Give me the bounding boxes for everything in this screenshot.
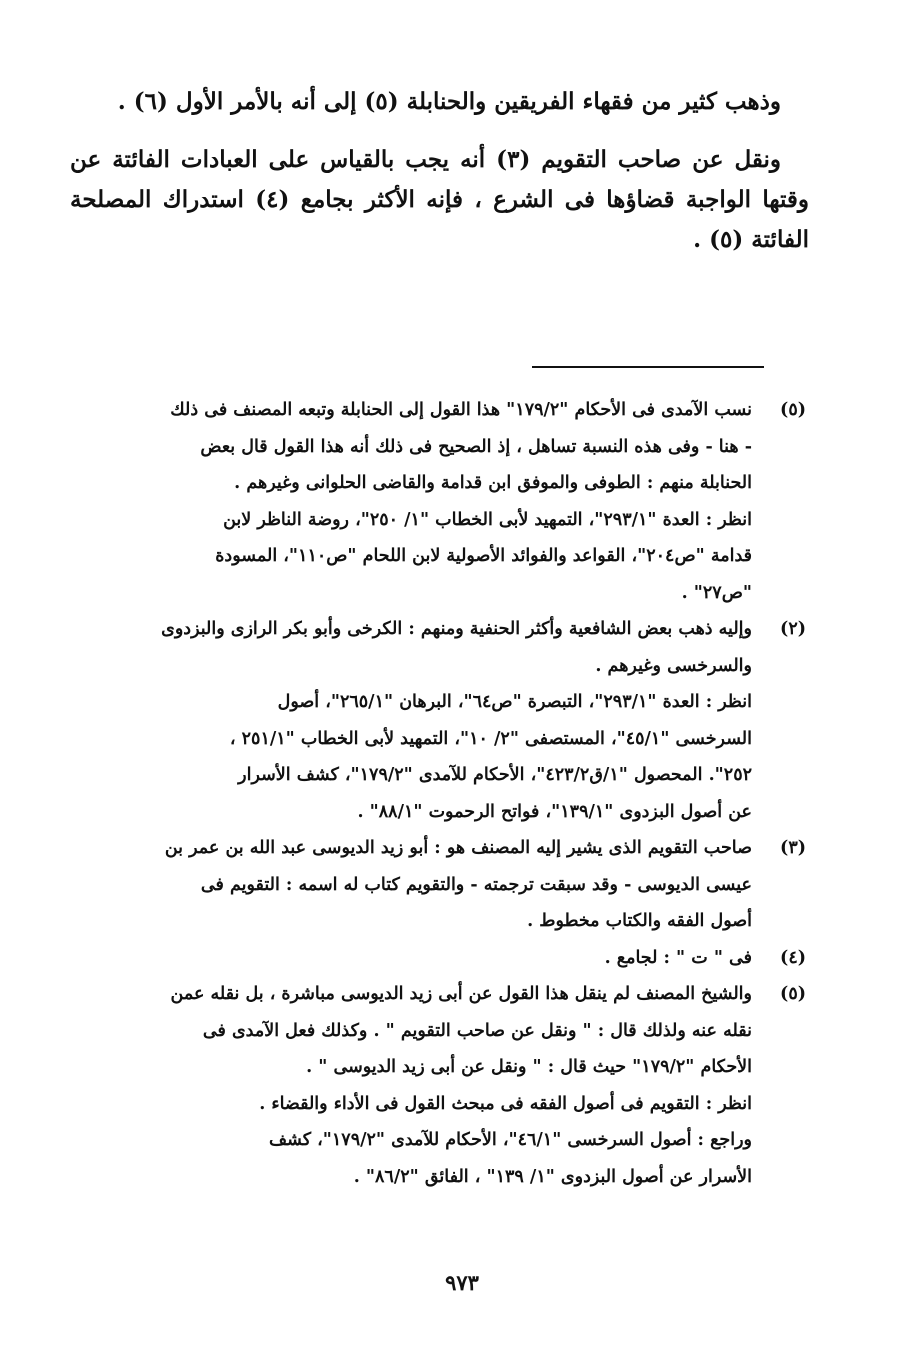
footnote-line: وإليه ذهب بعض الشافعية وأكثر الحنفية ومنهم : الكرخى وأبو بكر الرازى والبزدوى (161, 619, 752, 639)
page-number: ٩٧٣ (445, 1270, 479, 1295)
footnote-4 (70, 940, 806, 977)
main-text (70, 82, 809, 260)
body-paragraph-2: ونقل عن صاحب التقويم (٣) أنه يجب بالقياس على العبادات الفائتة عن وقتها الواجبة قضاؤها فى الشرع ، فإنه الأكثر بجامع (٤) استدراك المصلحة الفائتة (٥) . (70, 146, 809, 253)
footnote-line: وراجع : أصول السرخسى "٤٦/١"، الأحكام للآمدى "١٧٩/٢"، كشف (268, 1130, 752, 1150)
footnote-line: الأحكام "١٧٩/٢" حيث قال : " ونقل عن أبى زيد الديوسى " . (306, 1057, 752, 1077)
footnote-line: نسب الآمدى فى الأحكام "١٧٩/٢" هذا القول إلى الحنابلة وتبعه المصنف فى ذلك (170, 400, 752, 420)
footnote-line: الأسرار عن أصول البزدوى "١/ ١٣٩" ، الفائق "٨٦/٢" . (353, 1166, 752, 1187)
footnote-line: ٢٥٢". المحصول "١/ق٤٢٣/٢"، الأحكام للآمدى "١٧٩/٢"، كشف الأسرار (238, 765, 752, 785)
footnote-line: انظر : العدة "٢٩٣/١"، التبصرة "ص٦٤"، البرهان "٢٦٥/١"، أصول (277, 692, 752, 712)
body-paragraph-1: وذهب كثير من فقهاء الفريقين والحنابلة (٥) إلى أنه بالأمر الأول (٦) . (117, 88, 781, 115)
footnote-line: فى " ت " : لجامع . (604, 947, 752, 968)
footnote-line: عيسى الديوسى - وقد سبقت ترجمته - والتقويم كتاب له اسمه : التقويم فى (200, 874, 752, 895)
footnote-marker: (٥) (780, 984, 806, 1004)
footnote-marker: (٣) (780, 838, 806, 858)
footnote-2 (70, 611, 806, 830)
footnote-5 (70, 976, 806, 1195)
footnote-line: "ص٢٧" . (681, 582, 752, 603)
footnote-line: عن أصول البزدوى "١٣٩/١"، فواتح الرحموت "٨٨/١" . (357, 801, 752, 822)
footnote-marker: (٢) (780, 619, 806, 639)
footnote-1 (70, 392, 806, 611)
footnote-line: السرخسى "٤٥/١"، المستصفى "٢/ ١٠"، التمهيد لأبى الخطاب "٢٥١/١ ، (229, 728, 752, 749)
footnote-line: والسرخسى وغيرهم . (595, 655, 752, 676)
footnote-line: الحنابلة منهم : الطوفى والموفق ابن قدامة والقاضى الحلوانى وغيرهم . (234, 473, 752, 493)
footnote-line: نقله عنه ولذلك قال : " ونقل عن صاحب التقويم " . وكذلك فعل الآمدى فى (202, 1020, 752, 1041)
footnote-line: انظر : العدة "٢٩٣/١"، التمهيد لأبى الخطاب "١/ ٢٥٠"، روضة الناظر لابن (223, 509, 752, 530)
footnote-3 (70, 830, 806, 940)
footnote-line: والشيخ المصنف لم ينقل هذا القول عن أبى زيد الديوسى مباشرة ، بل نقله عمن (170, 984, 752, 1004)
footnote-line: أصول الفقه والكتاب مخطوط . (527, 911, 752, 931)
footnote-line: قدامة "ص٢٠٤"، القواعد والفوائد الأصولية لابن اللحام "ص١١٠"، المسودة (215, 546, 752, 566)
footnote-line: - هنا - وفى هذه النسبة تساهل ، إذ الصحيح فى ذلك أنه هذا القول قال بعض (200, 436, 752, 457)
footnote-line: صاحب التقويم الذى يشير إليه المصنف هو : أبو زيد الديوسى عبد الله بن عمر بن (164, 838, 752, 858)
footnote-line: انظر : التقويم فى أصول الفقه فى مبحث القول فى الأداء والقضاء . (259, 1093, 752, 1114)
footnote-separator (532, 366, 764, 368)
footnote-marker: (٥) (780, 400, 806, 420)
footnote-marker: (٤) (780, 947, 806, 968)
footnotes (70, 392, 806, 1195)
